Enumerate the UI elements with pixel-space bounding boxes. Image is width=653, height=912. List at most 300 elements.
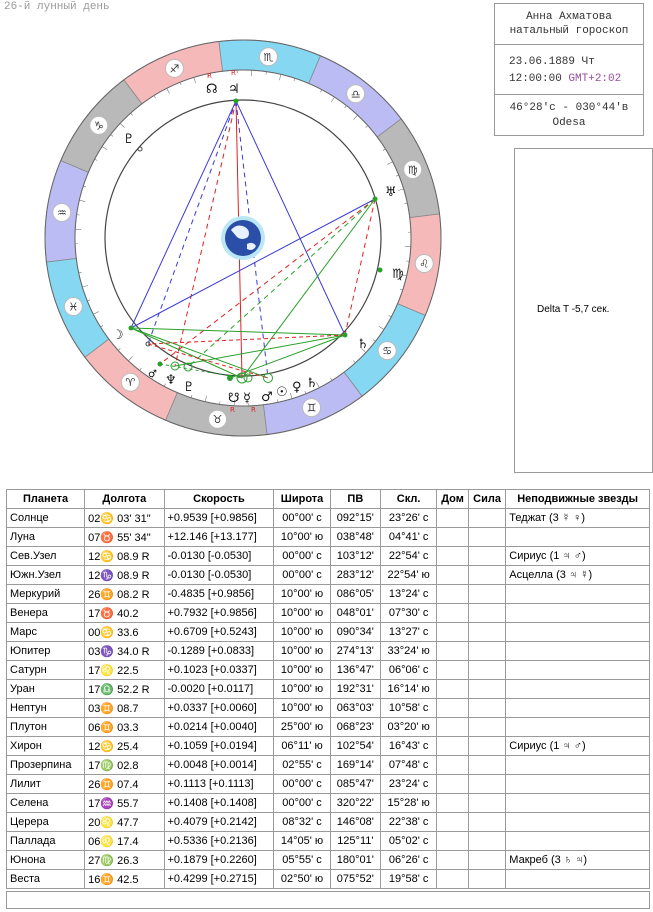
table-cell: 086°05'	[330, 585, 380, 604]
table-cell	[468, 794, 505, 813]
table-cell: 05°55' с	[274, 851, 330, 870]
table-cell: 03♑ 34.0 R	[85, 642, 164, 661]
table-cell: 02♋ 03' 31"	[85, 509, 164, 528]
sign-glyph: ♓	[68, 300, 79, 314]
sign-glyph: ♍	[407, 163, 418, 177]
table-cell: 075°52'	[330, 870, 380, 889]
table-cell: 146°08'	[330, 813, 380, 832]
table-cell: 02°50' ю	[274, 870, 330, 889]
degree-tick	[83, 186, 86, 187]
table-row	[7, 680, 650, 699]
table-cell: 320°22'	[330, 794, 380, 813]
table-cell: 06°26' с	[381, 851, 437, 870]
table-cell	[506, 623, 650, 642]
degree-tick	[387, 162, 392, 165]
table-cell: Лилит	[7, 775, 85, 794]
table-cell	[506, 699, 650, 718]
degree-tick	[353, 361, 355, 363]
table-cell: 00°00' с	[274, 775, 330, 794]
table-cell: 125°11'	[330, 832, 380, 851]
table-cell: 063°03'	[330, 699, 380, 718]
table-cell	[468, 851, 505, 870]
degree-tick	[79, 272, 82, 273]
table-cell: 26♊ 08.2 R	[85, 585, 164, 604]
table-cell: +0.9539 [+0.9856]	[164, 509, 274, 528]
table-cell	[437, 680, 469, 699]
table-cell: 07°30' с	[381, 604, 437, 623]
degree-tick	[154, 96, 156, 99]
table-cell: 03♊ 08.7	[85, 699, 164, 718]
table-cell: +0.0048 [+0.0014]	[164, 756, 274, 775]
table-cell: Плутон	[7, 718, 85, 737]
table-cell	[468, 547, 505, 566]
degree-tick	[79, 200, 85, 201]
table-cell: 10°00' ю	[274, 699, 330, 718]
svg-text:R: R	[230, 406, 235, 414]
degree-tick	[120, 123, 124, 127]
table-cell: 192°31'	[330, 680, 380, 699]
table-cell	[437, 642, 469, 661]
table-cell: +0.0337 [+0.0060]	[164, 699, 274, 718]
table-cell: Юнона	[7, 851, 85, 870]
table-row	[7, 851, 650, 870]
table-cell: 25°00' ю	[274, 718, 330, 737]
table-cell	[506, 870, 650, 889]
table-cell: Прозерпина	[7, 756, 85, 775]
table-cell: 03°20' ю	[381, 718, 437, 737]
table-cell: Сев.Узел	[7, 547, 85, 566]
table-cell: Марс	[7, 623, 85, 642]
table-cell: 06°11' ю	[274, 737, 330, 756]
table-cell	[506, 832, 650, 851]
table-cell: 00♋ 33.6	[85, 623, 164, 642]
column-header: Дом	[437, 490, 469, 509]
table-cell	[506, 585, 650, 604]
table-cell	[506, 775, 650, 794]
table-cell: 136°47'	[330, 661, 380, 680]
delta-t-box	[514, 148, 653, 473]
table-cell	[468, 813, 505, 832]
table-cell	[506, 528, 650, 547]
table-cell: 10°00' ю	[274, 604, 330, 623]
table-cell: 092°15'	[330, 509, 380, 528]
sign-glyph: ♎	[350, 87, 361, 101]
column-header: ПВ	[330, 490, 380, 509]
table-cell	[506, 813, 650, 832]
neptune-glyph: ♆	[165, 373, 177, 388]
degree-tick	[279, 74, 280, 80]
sign-glyph: ♐	[169, 62, 180, 76]
mars-glyph: ♂	[261, 390, 273, 405]
table-cell	[506, 756, 650, 775]
sign-glyph: ♉	[212, 413, 223, 427]
table-cell: 22°54' с	[381, 547, 437, 566]
table-cell: +0.6709 [+0.5243]	[164, 623, 274, 642]
sign-glyph: ♏	[263, 50, 274, 64]
degree-tick	[294, 78, 295, 81]
table-cell	[437, 832, 469, 851]
table-cell: 14°05' ю	[274, 832, 330, 851]
table-cell: 10°00' ю	[274, 680, 330, 699]
table-cell: 23°26' с	[381, 509, 437, 528]
table-cell	[468, 718, 505, 737]
table-cell: 05°02' с	[381, 832, 437, 851]
degree-tick	[128, 356, 132, 360]
table-cell: 17♌ 22.5	[85, 661, 164, 680]
table-cell: +0.4299 [+0.2715]	[164, 870, 274, 889]
table-cell: 15°28' ю	[381, 794, 437, 813]
venus-glyph: ♀	[292, 380, 302, 395]
table-cell: 16°43' с	[381, 737, 437, 756]
table-cell	[437, 851, 469, 870]
table-cell: 07♉ 55' 34"	[85, 528, 164, 547]
natal-chart-wheel	[0, 14, 490, 444]
degree-tick	[379, 326, 384, 329]
south-node-glyph: ☋	[228, 391, 240, 406]
column-header: Неподвижные звезды	[506, 490, 650, 509]
table-cell: 169°14'	[330, 756, 380, 775]
table-cell: Меркурий	[7, 585, 85, 604]
table-cell: +0.7932 [+0.9856]	[164, 604, 274, 623]
degree-tick	[398, 189, 404, 191]
table-cell: 27♍ 26.3	[85, 851, 164, 870]
degree-tick	[330, 378, 332, 381]
table-row	[7, 585, 650, 604]
table-cell: 17♎ 52.2 R	[85, 680, 164, 699]
table-cell: 00°00' с	[274, 566, 330, 585]
table-cell: Южн.Узел	[7, 566, 85, 585]
birth-time-row	[509, 73, 621, 85]
table-cell: Уран	[7, 680, 85, 699]
table-cell: +0.4079 [+0.2142]	[164, 813, 274, 832]
svg-text:R: R	[207, 72, 212, 80]
table-cell: 16°14' ю	[381, 680, 437, 699]
table-row	[7, 794, 650, 813]
table-row	[7, 642, 650, 661]
jupiter-glyph: ♃	[228, 82, 240, 97]
table-cell	[468, 623, 505, 642]
table-cell	[437, 718, 469, 737]
degree-tick	[140, 368, 142, 370]
table-cell: 10°00' ю	[274, 661, 330, 680]
table-cell: 17♍ 02.8	[85, 756, 164, 775]
degree-tick	[305, 391, 306, 394]
table-cell: 10°58' с	[381, 699, 437, 718]
table-cell: 17♉ 40.2	[85, 604, 164, 623]
table-cell	[468, 585, 505, 604]
table-cell: 10°00' ю	[274, 585, 330, 604]
table-cell	[437, 813, 469, 832]
table-cell	[468, 566, 505, 585]
table-cell: Церера	[7, 813, 85, 832]
table-cell: 06°06' с	[381, 661, 437, 680]
pluto-glyph: ♇	[123, 132, 135, 147]
sign-glyph: ♋	[382, 344, 393, 358]
table-cell: 038°48'	[330, 528, 380, 547]
table-header	[7, 490, 650, 509]
table-row	[7, 718, 650, 737]
table-cell	[437, 604, 469, 623]
table-cell: Юпитер	[7, 642, 85, 661]
table-cell	[506, 718, 650, 737]
degree-tick	[366, 126, 368, 128]
table-cell: 102°54'	[330, 737, 380, 756]
chart-info-box	[494, 3, 644, 136]
table-cell: 13°27' с	[381, 623, 437, 642]
table-cell: 33°24' ю	[381, 642, 437, 661]
table-cell: Нептун	[7, 699, 85, 718]
table-cell: Хирон	[7, 737, 85, 756]
table-cell	[437, 756, 469, 775]
table-cell: 02°55' с	[274, 756, 330, 775]
column-header: Долгота	[85, 490, 164, 509]
virgo-house-glyph: ♍	[392, 267, 404, 282]
table-cell: Сатурн	[7, 661, 85, 680]
degree-tick	[87, 300, 90, 301]
gmt-offset: GMT+2:02	[568, 73, 622, 85]
table-cell	[468, 699, 505, 718]
degree-tick	[93, 312, 98, 315]
degree-tick	[400, 289, 403, 290]
table-cell: Сириус (1 ♃ ♂)	[506, 547, 650, 566]
table-cell: 06♊ 03.3	[85, 718, 164, 737]
table-body	[7, 509, 650, 889]
person-name: Анна Ахматова	[526, 11, 612, 23]
degree-tick	[205, 396, 206, 402]
table-cell: 068°23'	[330, 718, 380, 737]
sign-glyph: ♒	[56, 206, 67, 220]
degree-tick	[180, 82, 181, 85]
birth-date: 23.06.1889 Чт	[509, 56, 595, 68]
degree-tick	[191, 395, 192, 398]
table-cell	[437, 737, 469, 756]
degree-tick	[383, 149, 386, 151]
table-cell: 048°01'	[330, 604, 380, 623]
table-cell	[506, 661, 650, 680]
column-header: Сила	[468, 490, 505, 509]
moon-glyph: ☽	[112, 328, 124, 343]
degree-tick	[404, 203, 407, 204]
table-cell: Венера	[7, 604, 85, 623]
table-cell: 22°54' ю	[381, 566, 437, 585]
place: Odesa	[552, 117, 586, 129]
table-cell: +0.5336 [+0.2136]	[164, 832, 274, 851]
table-cell	[506, 604, 650, 623]
column-header: Планета	[7, 490, 85, 509]
pluto-glyph-2: ♇	[183, 380, 195, 395]
table-cell	[437, 585, 469, 604]
delta-t-value: Delta T -5,7 сек.	[537, 304, 610, 315]
sign-glyph: ♊	[306, 401, 317, 415]
table-cell	[437, 623, 469, 642]
table-cell: 23°24' с	[381, 775, 437, 794]
table-row	[7, 775, 650, 794]
table-cell	[506, 680, 650, 699]
degree-tick	[82, 285, 88, 287]
coordinates-block	[495, 101, 643, 131]
table-cell: 10°00' ю	[274, 623, 330, 642]
table-cell: 00°00' с	[274, 509, 330, 528]
sign-glyph: ♌	[419, 257, 430, 271]
mercury-glyph: ☿	[243, 391, 251, 406]
table-cell	[468, 775, 505, 794]
table-cell	[468, 756, 505, 775]
table-cell: 10°00' ю	[274, 528, 330, 547]
table-cell: Теджат (3 ☿ ♀)	[506, 509, 650, 528]
planets-table	[6, 489, 650, 889]
table-cell: +12.146 [+13.177]	[164, 528, 274, 547]
table-row	[7, 870, 650, 889]
degree-tick	[131, 113, 133, 115]
table-cell: 16♊ 42.5	[85, 870, 164, 889]
table-cell: Макреб (3 ♄ ♃)	[506, 851, 650, 870]
table-cell: +0.1023 [+0.0337]	[164, 661, 274, 680]
earth-center	[221, 216, 265, 260]
table-row	[7, 623, 650, 642]
table-row	[7, 509, 650, 528]
table-cell: 00°00' с	[274, 794, 330, 813]
degree-tick	[194, 77, 196, 83]
sun-glyph: ☉	[276, 385, 288, 400]
table-cell	[437, 775, 469, 794]
table-cell: -0.0130 [-0.0530]	[164, 566, 274, 585]
table-cell: 26♊ 07.4	[85, 775, 164, 794]
table-cell	[506, 794, 650, 813]
table-cell: Луна	[7, 528, 85, 547]
degree-tick	[320, 90, 321, 93]
table-cell	[437, 870, 469, 889]
degree-tick	[396, 175, 399, 176]
mars-glyph-2: ♂	[148, 369, 157, 380]
table-row	[7, 547, 650, 566]
table-cell: -0.0020 [+0.0117]	[164, 680, 274, 699]
table-cell: 090°34'	[330, 623, 380, 642]
north-node-glyph: ☊	[206, 82, 218, 97]
table-cell: 20♌ 47.7	[85, 813, 164, 832]
svg-text:R: R	[231, 69, 236, 77]
table-cell: 19°58' с	[381, 870, 437, 889]
table-cell: Асцелла (3 ♃ ☿)	[506, 566, 650, 585]
column-header: Скорость	[164, 490, 274, 509]
table-cell	[437, 794, 469, 813]
table-row	[7, 699, 650, 718]
table-cell: 07°48' с	[381, 756, 437, 775]
degree-tick	[389, 315, 392, 316]
table-row	[7, 737, 650, 756]
sign-glyph: ♑	[93, 119, 104, 133]
table-cell	[437, 509, 469, 528]
table-cell: 180°01'	[330, 851, 380, 870]
degree-tick	[373, 340, 375, 342]
degree-tick	[167, 88, 170, 93]
table-cell: 13°24' с	[381, 585, 437, 604]
table-cell: +0.1059 [+0.0194]	[164, 737, 274, 756]
degree-tick	[95, 159, 98, 160]
table-row	[7, 566, 650, 585]
saturn-glyph: ♄	[357, 337, 369, 352]
table-cell: +0.1879 [+0.2260]	[164, 851, 274, 870]
table-cell	[468, 680, 505, 699]
table-row	[7, 661, 650, 680]
table-cell	[437, 528, 469, 547]
table-cell	[437, 547, 469, 566]
table-row	[7, 604, 650, 623]
table-cell: Селена	[7, 794, 85, 813]
table-cell: Паллада	[7, 832, 85, 851]
table-cell	[468, 737, 505, 756]
table-cell	[468, 604, 505, 623]
saturn-glyph-2: ♄	[306, 376, 318, 391]
degree-tick	[118, 348, 120, 350]
table-cell: 06♌ 17.4	[85, 832, 164, 851]
table-cell: 12♋ 25.4	[85, 737, 164, 756]
table-cell	[468, 832, 505, 851]
table-cell: -0.4835 [+0.9856]	[164, 585, 274, 604]
table-cell: Солнце	[7, 509, 85, 528]
table-cell: 10°00' ю	[274, 642, 330, 661]
table-cell	[468, 642, 505, 661]
table-row	[7, 832, 650, 851]
table-cell	[437, 661, 469, 680]
table-cell	[468, 661, 505, 680]
table-cell: 17♒ 55.7	[85, 794, 164, 813]
degree-tick	[353, 115, 357, 119]
lunar-day-label: 26-й лунный день	[4, 1, 110, 13]
table-cell	[468, 870, 505, 889]
table-cell: 103°12'	[330, 547, 380, 566]
degree-tick	[331, 97, 334, 102]
table-cell: +0.1408 [+0.1408]	[164, 794, 274, 813]
table-row	[7, 528, 650, 547]
table-cell: 00°00' с	[274, 547, 330, 566]
degree-tick	[101, 325, 104, 327]
table-cell	[468, 528, 505, 547]
table-cell: +0.1113 [+0.1113]	[164, 775, 274, 794]
table-footer-bar	[6, 891, 650, 909]
table-cell: 085°47'	[330, 775, 380, 794]
table-cell	[437, 566, 469, 585]
uranus-glyph: ♅	[385, 185, 397, 200]
table-cell: 12♑ 08.9 R	[85, 566, 164, 585]
chart-type: натальный гороскоп	[509, 25, 629, 37]
table-cell: 04°41' с	[381, 528, 437, 547]
sign-glyph: ♈	[125, 376, 136, 390]
table-cell: 08°32' с	[274, 813, 330, 832]
birth-time: 12:00:00	[509, 73, 562, 85]
table-cell	[468, 509, 505, 528]
table-cell: Сириус (1 ♃ ♂)	[506, 737, 650, 756]
coordinates: 46°28'с - 030°44'в	[509, 102, 629, 114]
degree-tick	[102, 147, 107, 150]
table-cell: 12♋ 08.9 R	[85, 547, 164, 566]
table-cell: Веста	[7, 870, 85, 889]
table-cell: -0.0130 [-0.0530]	[164, 547, 274, 566]
table-cell: 283°12'	[330, 566, 380, 585]
column-header: Скл.	[381, 490, 437, 509]
column-header: Широта	[274, 490, 330, 509]
table-cell: 22°38' с	[381, 813, 437, 832]
table-cell: 274°13'	[330, 642, 380, 661]
table-cell: +0.0214 [+0.0040]	[164, 718, 274, 737]
degree-tick	[345, 106, 347, 108]
table-cell	[506, 642, 650, 661]
table-cell	[437, 699, 469, 718]
table-row	[7, 813, 650, 832]
table-cell: -0.1289 [+0.0833]	[164, 642, 274, 661]
degree-tick	[111, 135, 113, 137]
svg-text:R: R	[251, 406, 256, 414]
table-row	[7, 756, 650, 775]
